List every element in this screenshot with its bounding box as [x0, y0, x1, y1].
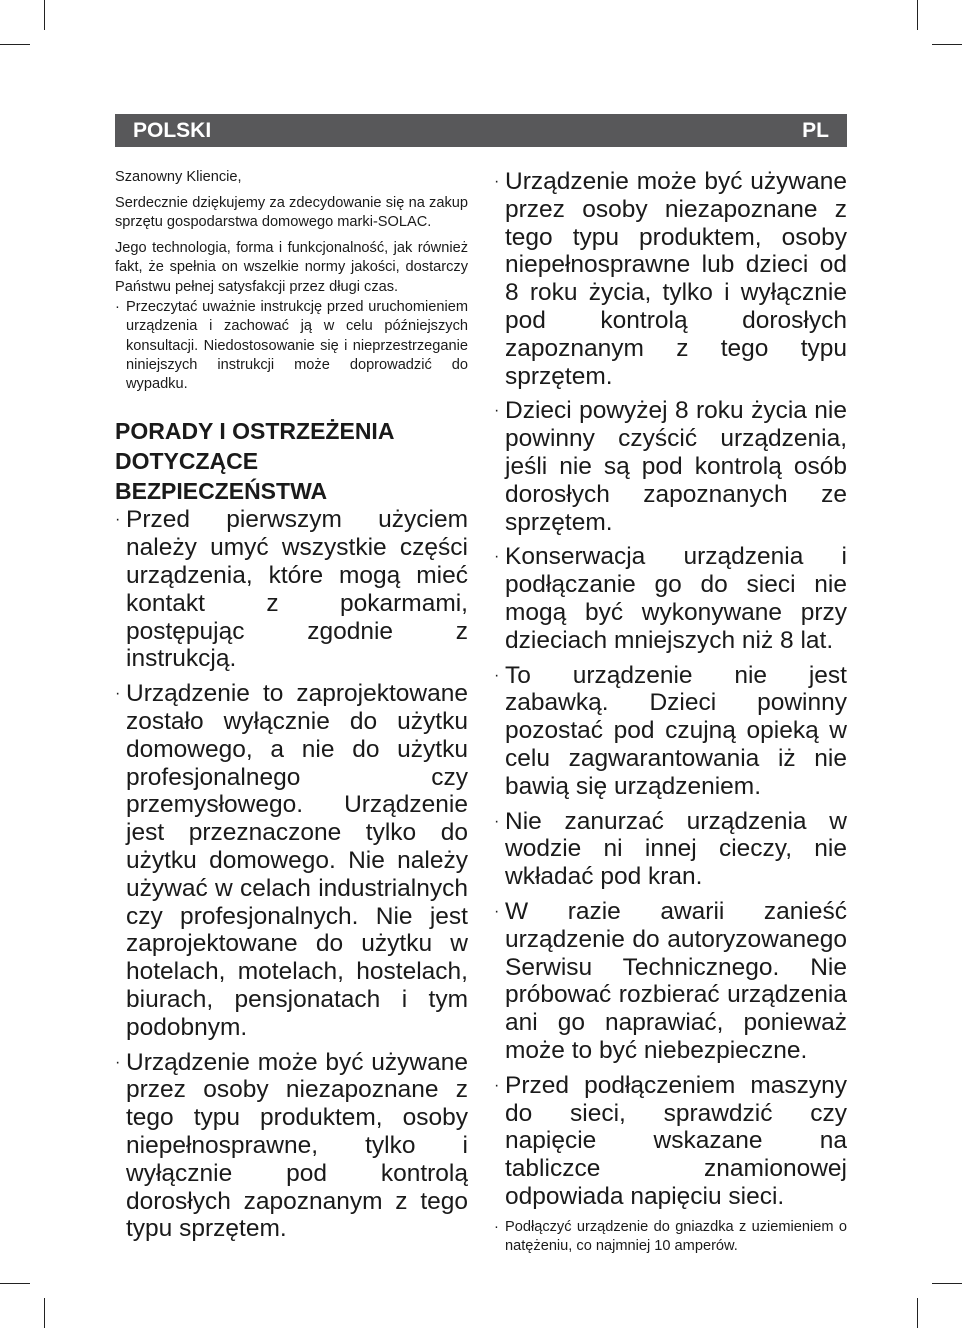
intro-paragraph: Serdecznie dziękujemy za zdecydowanie się na zakup sprzętu gospodarstwa domowego marki-SOLAC.	[115, 194, 468, 230]
safety-item: · Dzieci powyżej 8 roku życia nie powinny czyścić urządzenia, jeśli nie są pod kontrolą osób dorosłych zapoznanych ze sprzętem.	[494, 397, 847, 536]
safety-item: · To urządzenie nie jest zabawką. Dzieci powinny pozostać pod czujną opieką w celu zagwarantowania iż nie bawią się urządzeniem.	[494, 662, 847, 801]
crop-mark	[932, 44, 962, 45]
safety-item: · W razie awarii zanieść urządzenie do autoryzowanego Serwisu Technicznego. Nie próbować rozbierać urządzenia ani go naprawiać, ponieważ może to być niebezpieczne.	[494, 898, 847, 1065]
section-heading: PORADY I OSTRZEŻENIA DOTYCZĄCE BEZPIECZEŃSTWA	[115, 418, 394, 505]
safety-item: · Urządzenie to zaprojektowane zostało wyłącznie do użytku domowego, a nie do użytku profesjonalnego czy przemysłowego. Urządzenie jest przeznaczone tylko do użytku domowego. Nie należy używać w celach industrialnych czy profesjonalnych. Nie jest zaprojektowane do użytku w hotelach, motelach, hostelach, biurach, pensjonatach i tym podobnym.	[115, 680, 468, 1041]
intro-note: · Przeczytać uważnie instrukcję przed uruchomieniem urządzenia i zachować ją w celu późniejszych konsultacji. Niedostosowanie się i nieprzestrzeganie niniejszych instrukcji może doprowadzić do wypadku.	[115, 298, 468, 394]
safety-item: · Konserwacja urządzenia i podłączanie go do sieci nie mogą być wykonywane przy dzieciach mniejszych niż 8 lat.	[494, 543, 847, 654]
safety-list	[494, 168, 847, 1211]
grounding-note: · Podłączyć urządzenie do gniazdka z uziemieniem o natężeniu, co najmniej 10 amperów.	[494, 1218, 847, 1257]
greeting: Szanowny Kliencie,	[115, 169, 242, 185]
crop-mark	[44, 1298, 45, 1328]
language-code: PL	[802, 118, 829, 142]
safety-item: · Przed pierwszym użyciem należy umyć wszystkie części urządzenia, które mogą mieć kontakt z pokarmami, postępując zgodnie z instrukcją.	[115, 506, 468, 673]
crop-mark	[44, 0, 45, 30]
safety-item: · Nie zanurzać urządzenia w wodzie ni innej cieczy, nie wkładać pod kran.	[494, 808, 847, 891]
intro-paragraph: Jego technologia, forma i funkcjonalność, jak również fakt, że spełnia on wszelkie normy jakości, dostarczy Państwu pełnej satysfakcji przez długi czas.	[115, 239, 468, 295]
intro-note-list	[115, 298, 468, 394]
crop-mark	[0, 44, 30, 45]
language-label: POLSKI	[133, 118, 212, 142]
crop-mark	[917, 1298, 918, 1328]
safety-item: · Urządzenie może być używane przez osoby niezapoznane z tego typu produktem, osoby niepełnosprawne lub dzieci od 8 roku życia, tylko i wyłącznie pod kontrolą dorosłych zapoznanym z tego typu sprzętem.	[494, 168, 847, 390]
language-header	[115, 114, 847, 147]
safety-item: · Urządzenie może być używane przez osoby niezapoznane z tego typu produktem, osoby niepełnosprawne, tylko i wyłącznie pod kontrolą dorosłych zapoznanym z tego typu sprzętem.	[115, 1049, 468, 1244]
safety-list	[115, 506, 468, 1243]
crop-mark	[932, 1283, 962, 1284]
left-column	[115, 168, 468, 1250]
grounding-note-list	[494, 1218, 847, 1257]
crop-mark	[0, 1283, 30, 1284]
right-column	[494, 168, 847, 1256]
safety-item: · Przed podłączeniem maszyny do sieci, sprawdzić czy napięcie wskazane na tabliczce znamionowej odpowiada napięciu sieci.	[494, 1072, 847, 1211]
crop-mark	[917, 0, 918, 30]
